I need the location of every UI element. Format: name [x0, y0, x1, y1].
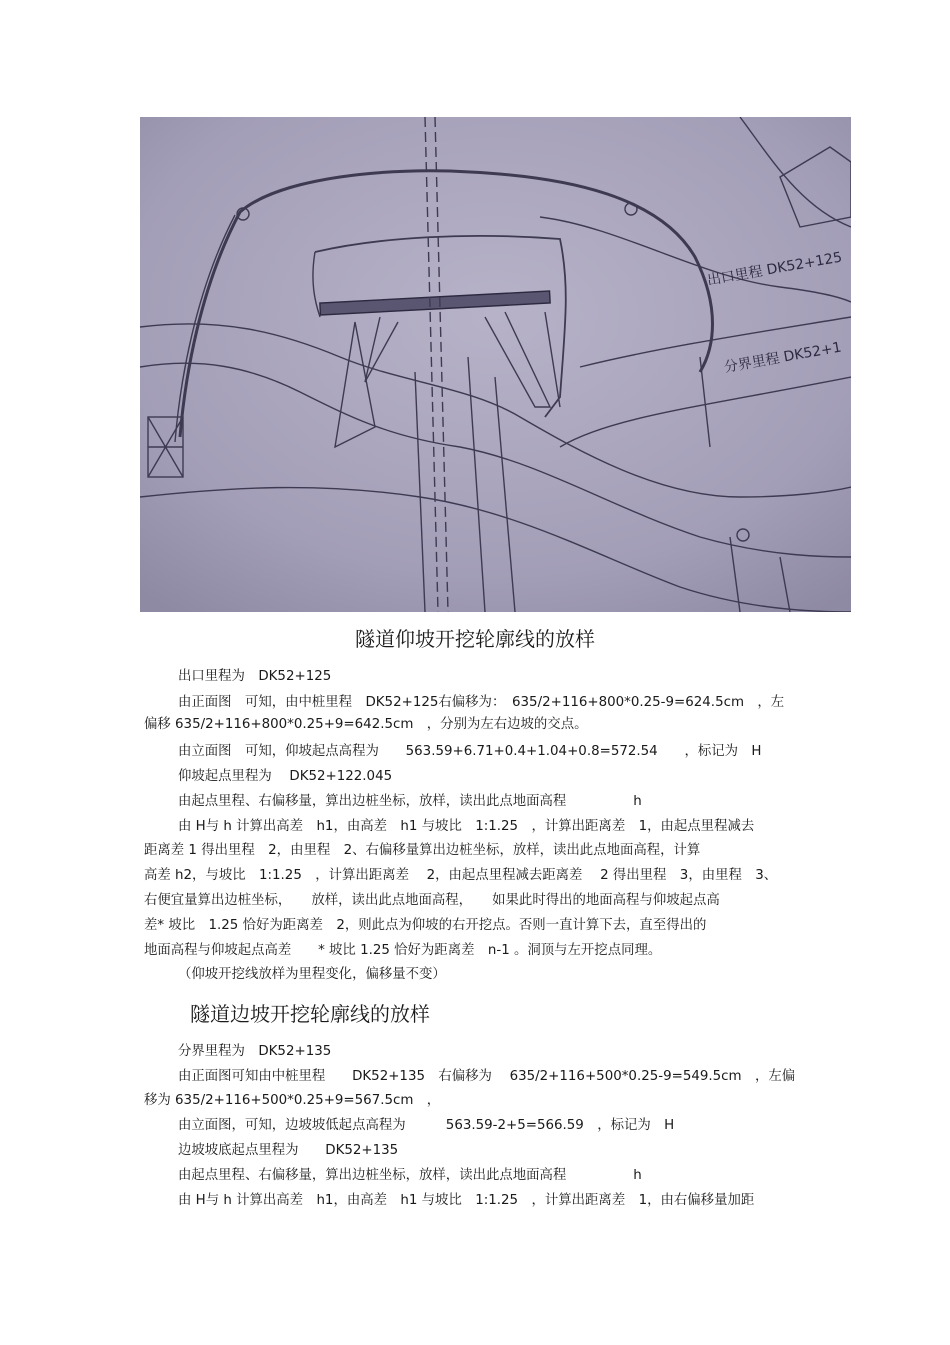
paragraph-line: 由正面图 可知，由中桩里程 DK52+125右偏移为： 635/2+116+800*0.25-9=624.5cm ，左: [178, 695, 785, 710]
paragraph-line: 距离差 1 得出里程 2，由里程 2、右偏移量算出边桩坐标，放样，读出此点地面高程，计算: [144, 843, 701, 858]
paragraph-line: 高差 h2，与坡比 1:1.25 ，计算出距离差 2，由起点里程减去距离差 2 得出里程 3，由里程 3、: [144, 868, 778, 883]
drawing-photo: [140, 117, 851, 612]
paragraph-line: 边坡坡底起点里程为 DK52+135: [178, 1143, 399, 1158]
paragraph-line: 偏移 635/2+116+800*0.25+9=642.5cm ，分别为左右边坡的交点。: [144, 717, 588, 732]
paragraph-note: （仰坡开挖线放样为里程变化，偏移量不变）: [178, 967, 446, 982]
boundary-mileage-label: 分界里程 DK52+1: [722, 339, 843, 376]
paragraph-line: 移为 635/2+116+500*0.25+9=567.5cm ，: [144, 1093, 441, 1108]
exit-mileage-label: 出口里程 DK52+125: [705, 249, 844, 289]
paragraph-line: 仰坡起点里程为 DK52+122.045: [178, 769, 393, 784]
paragraph-line: 分界里程为 DK52+135: [178, 1044, 332, 1059]
section1-title: 隧道仰坡开挖轮廓线的放样: [355, 627, 595, 651]
paragraph-line: 右便宜量算出边桩坐标， 放样，读出此点地面高程， 如果此时得出的地面高程与仰坡起点高: [144, 893, 720, 908]
paragraph-line: 由立面图，可知，边坡坡低起点高程为 563.59-2+5=566.59 ，标记为 H: [178, 1118, 675, 1133]
paragraph-line: 由 H与 h 计算出高差 h1，由高差 h1 与坡比 1:1.25 ，计算出距离差 1，由右偏移量加距: [178, 1193, 755, 1208]
section2-title: 隧道边坡开挖轮廓线的放样: [190, 1002, 430, 1026]
paragraph-line: 地面高程与仰坡起点高差 * 坡比 1.25 恰好为距离差 n-1 。洞顶与左开挖点同理。: [144, 943, 662, 958]
paragraph-line: 由起点里程、右偏移量，算出边桩坐标，放样，读出此点地面高程 h: [178, 794, 642, 809]
paragraph-line: 由立面图 可知，仰坡起点高程为 563.59+6.71+0.4+1.04+0.8=572.54 ，标记为 H: [178, 744, 762, 759]
paragraph-line: 差* 坡比 1.25 恰好为距离差 2，则此点为仰坡的右开挖点。否则一直计算下去，直至得出的: [144, 918, 707, 933]
paragraph-line: 出口里程为 DK52+125: [178, 669, 332, 684]
paragraph-line: 由起点里程、右偏移量，算出边桩坐标，放样，读出此点地面高程 h: [178, 1168, 642, 1183]
paragraph-line: 由正面图可知由中桩里程 DK52+135 右偏移为 635/2+116+500*0.25-9=549.5cm ，左偏: [178, 1069, 796, 1084]
paragraph-line: 由 H与 h 计算出高差 h1，由高差 h1 与坡比 1:1.25 ，计算出距离差 1，由起点里程减去: [178, 819, 755, 834]
